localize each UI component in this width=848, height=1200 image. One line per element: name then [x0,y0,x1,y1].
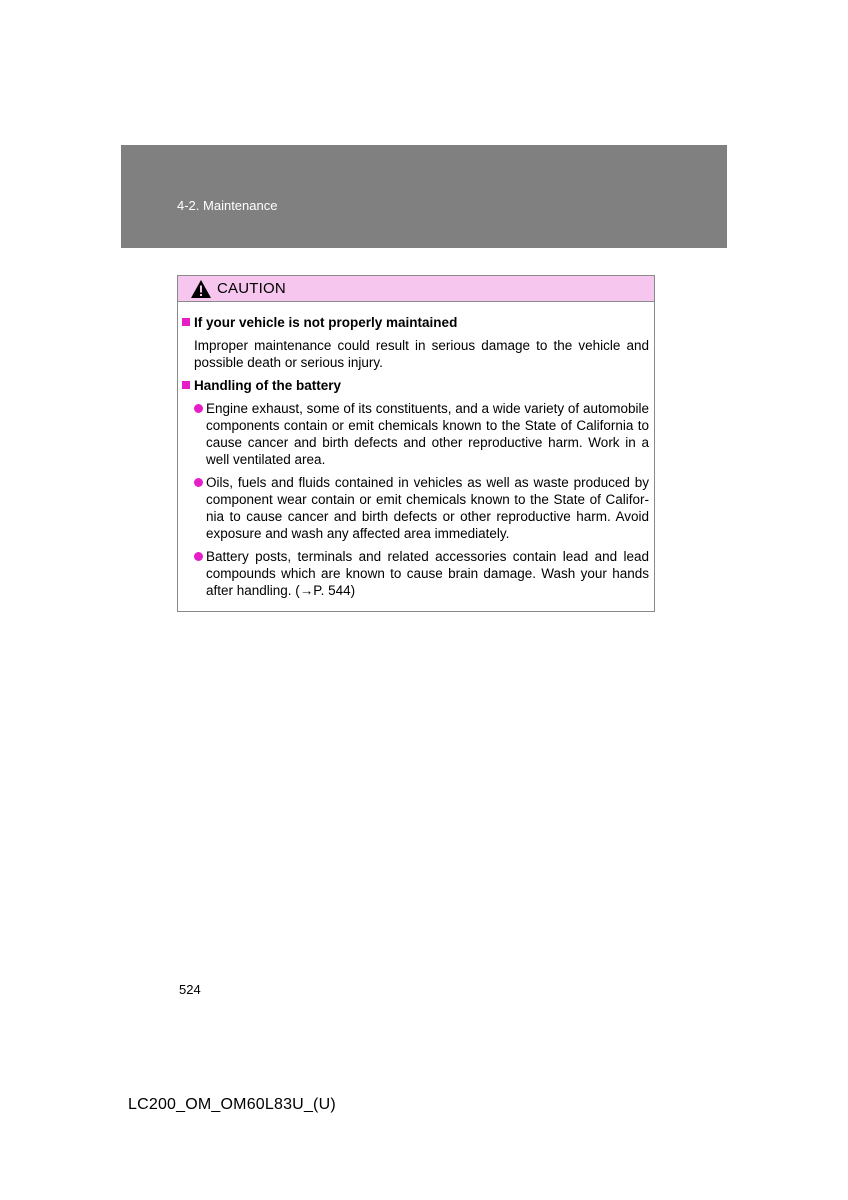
list-item [194,400,649,468]
page-number: 524 [179,982,201,997]
section-heading [182,377,649,394]
square-bullet-icon [182,318,190,326]
caution-body [178,302,654,599]
document-code: LC200_OM_OM60L83U_(U) [128,1096,336,1113]
square-bullet-icon [182,381,190,389]
bullet-dot-icon [194,478,203,487]
section-paragraph: Improper maintenance could result in serious damage to the vehicle and possible death or serious injury. [194,338,649,370]
warning-triangle-icon [190,279,212,299]
list-item-text: Oils, fuels and fluids contained in vehicles as well as waste produced by component wear contain or emit chemicals known to the State of Califor-nia to cause cancer and birth defects or other reproductive harm. Avoid exposure and wash any affected area immediately. [206,475,649,541]
section-heading-text: If your vehicle is not properly maintained [194,315,458,330]
caution-header [178,276,654,302]
bullet-dot-icon [194,552,203,561]
list-item-text: Engine exhaust, some of its constituents, and a wide variety of automobile components contain or emit chemicals known to the State of California to cause cancer and birth defects and other reproductive harm. Work in a well ventilated area. [206,401,649,467]
section-heading-text: Handling of the battery [194,378,342,393]
section-heading [182,314,649,331]
section-header-band [121,145,727,248]
list-item-text: Battery posts, terminals and related accessories contain lead and lead compounds which are known to cause brain damage. Wash your hands after handling. (→P. 544) [206,549,649,598]
list-item [194,474,649,542]
caution-box [177,275,655,612]
section-label: 4-2. Maintenance [177,198,278,213]
list-item [194,548,649,599]
bullet-dot-icon [194,404,203,413]
caution-title: CAUTION [217,280,286,297]
